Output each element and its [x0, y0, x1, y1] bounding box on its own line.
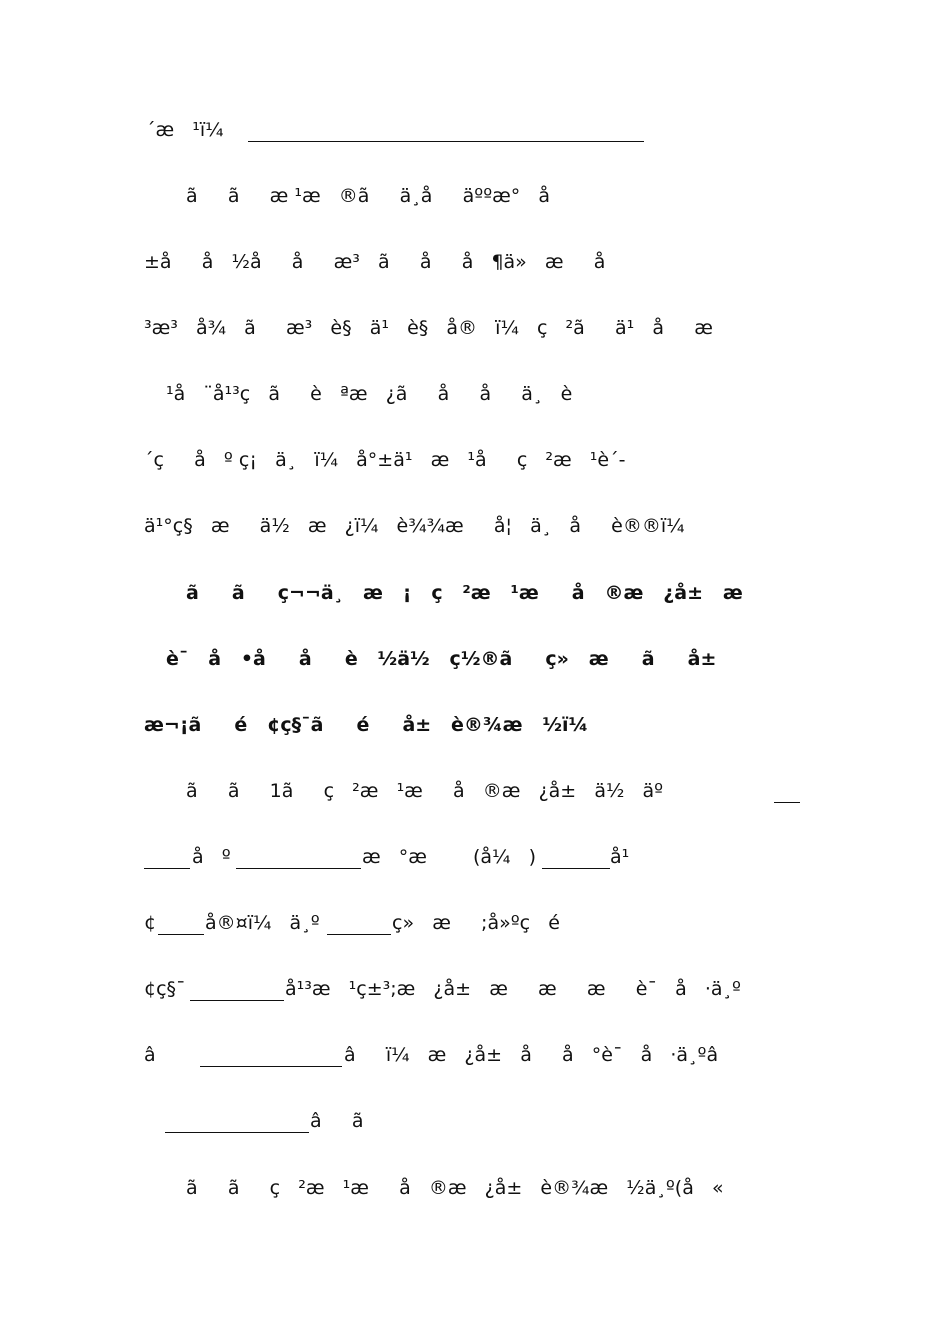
document-line-4: ³æ³ å¾ ã æ³ è§ ä¹ è§ å® ï¼ ç ²ã ä¹ å æ	[144, 317, 713, 339]
document-line-12d: å¹	[610, 846, 630, 868]
fill-in-blank[interactable]	[200, 1066, 342, 1067]
fill-in-blank[interactable]	[327, 934, 391, 935]
fill-in-blank[interactable]	[774, 802, 800, 803]
document-line-11: ã ã 1ã ç ²æ ¹æ å ®æ ¿å± ä½ äº	[186, 780, 664, 802]
document-line-13b: å®¤ï¼ ä¸º	[205, 912, 320, 934]
fill-in-blank[interactable]	[248, 141, 644, 142]
document-line-17: ã ã ç ²æ ¹æ å ®æ ¿å± è®¾æ ½ä¸º(å «	[186, 1177, 724, 1199]
fill-in-blank[interactable]	[144, 868, 190, 869]
document-line-14a: ¢ç§¯	[144, 978, 186, 1000]
document-line-6: ´ç å º ç¡ ä¸ ï¼ å°±ä¹ æ ¹å ç ²æ ¹è´-	[144, 449, 626, 471]
fill-in-blank[interactable]	[190, 1000, 284, 1001]
section-heading-line-1: ã ã ç¬¬ä¸ æ ¡ ç ²æ ¹æ å ®æ ¿å± æ	[186, 582, 743, 604]
document-line-7: ä¹°ç§ æ ä½ æ ¿ï¼ è¾¾æ å¦ ä¸ å è®®ï¼	[144, 515, 685, 537]
document-line-12c: (å¼ )	[473, 846, 537, 868]
document-line-1: ´æ ¹ï¼	[146, 119, 224, 141]
document-line-15b: â ï¼ æ ¿å± å å °è¯ å ·ä¸ºâ	[344, 1044, 719, 1066]
document-line-15a: â	[144, 1044, 156, 1066]
document-line-2: ã ã æ ¹æ ®ã ä¸å äººæ° å	[186, 185, 551, 207]
fill-in-blank[interactable]	[158, 934, 204, 935]
document-line-13a: ¢	[144, 912, 157, 934]
section-heading-line-3: æ¬¡ã é ¢ç§¯ã é å± è®¾æ ½ï¼	[144, 714, 589, 736]
document-line-13c: ç» æ ;å»ºç é	[392, 912, 560, 934]
fill-in-blank[interactable]	[542, 868, 610, 869]
section-heading-line-2: è¯ å •å å è ½ä½ ç½®ã ç» æ ã å±	[166, 648, 717, 670]
document-line-12a: å º	[192, 846, 231, 868]
fill-in-blank[interactable]	[165, 1132, 309, 1133]
document-line-16: â ã	[310, 1110, 364, 1132]
document-line-12b: æ °æ	[362, 846, 427, 868]
document-line-5: ¹å ¨å¹³ç ã è ªæ ¿ã å å ä¸ è	[166, 383, 573, 405]
fill-in-blank[interactable]	[236, 868, 361, 869]
document-line-3: ±å å ½å å æ³ ã å å ¶ä» æ å	[144, 251, 606, 273]
document-line-14b: å¹³æ ¹ç±³;æ ¿å± æ æ æ è¯ å ·ä¸º	[285, 978, 741, 1000]
